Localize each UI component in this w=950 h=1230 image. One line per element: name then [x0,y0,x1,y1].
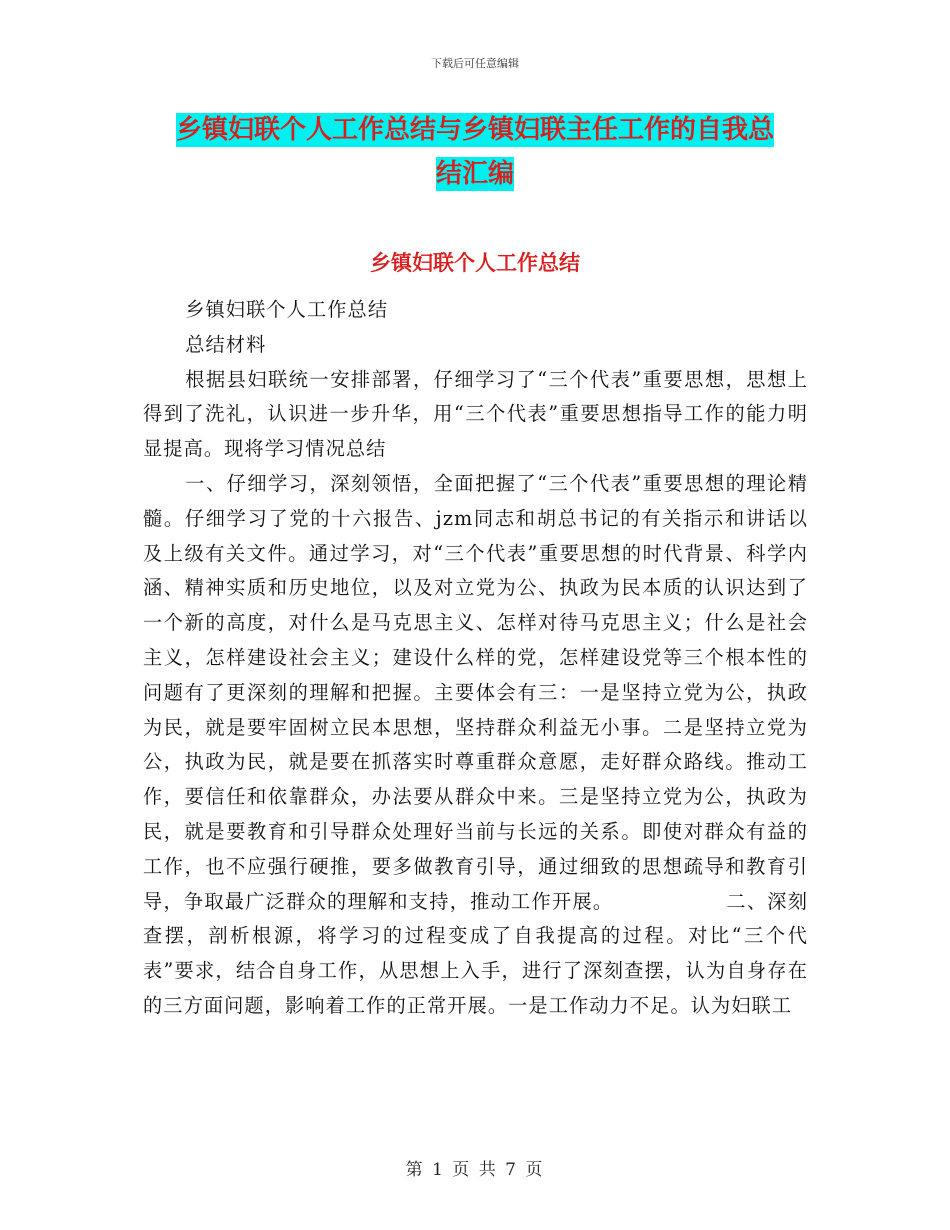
document-title [140,108,810,196]
paragraph: 总结材料 [185,332,267,356]
paragraph: 乡镇妇联个人工作总结 [185,298,389,321]
paragraph: 根据县妇联统一安排部署，仔细学习了“三个代表”重要思想，思想上得到了洗礼，认识进一步升华，用“三个代表”重要思想指导工作的能力明显提高。现将学习情况总结 [143,367,808,461]
title-line-1: 乡镇妇联个人工作总结与乡镇妇联主任工作的自我总 [175,115,774,145]
page-number: 第 1 页 共 7 页 [405,1160,545,1180]
body-text [143,293,808,1024]
paragraph: 一、仔细学习，深刻领悟，全面把握了“三个代表”重要思想的理论精髓。仔细学习了党的十六报告、jzm同志和胡总书记的有关指示和讲话以及上级有关文件。通过学习，对“三个代表”重要思想的时代背景、科学内涵、精神实质和历史地位，以及对立党为公、执政为民本质的认识达到了一个新的高度，对什么是马克思主义、怎样对待马克思主义；什么是社会主义，怎样建设社会主义；建设什么样的党，怎样建设党等三个根本性的问题有了更深刻的理解和把握。主要体会有三：一是坚持立党为公，执政为民，就是要牢固树立民本思想，坚持群众利益无小事。二是坚持立党为公，执政为民，就是要在抓落实时尊重群众意愿，走好群众路线。推动工作，要信任和依靠群众，办法要从群众中来。三是坚持立党为公，执政为民，就是要教育和引导群众处理好当前与长远的关系。即使对群众有益的工作，也不应强行硬推，要多做教育引导，通过细致的思想疏导和教育引导，争取最广泛群众的理解和支持，推动工作开展。 二、深刻查摆，剖析根源，将学习的过程变成了自我提高的过程。对比“三个代表”要求，结合自身工作，从思想上入手，进行了深刻查摆，认为自身存在的三方面问题，影响着工作的正常开展。一是工作动力不足。认为妇联工 [143,471,808,1017]
section-title: 乡镇妇联个人工作总结 [370,251,580,275]
title-line-2: 结汇编 [435,159,514,189]
header-note: 下载后可任意编辑 [431,57,519,70]
